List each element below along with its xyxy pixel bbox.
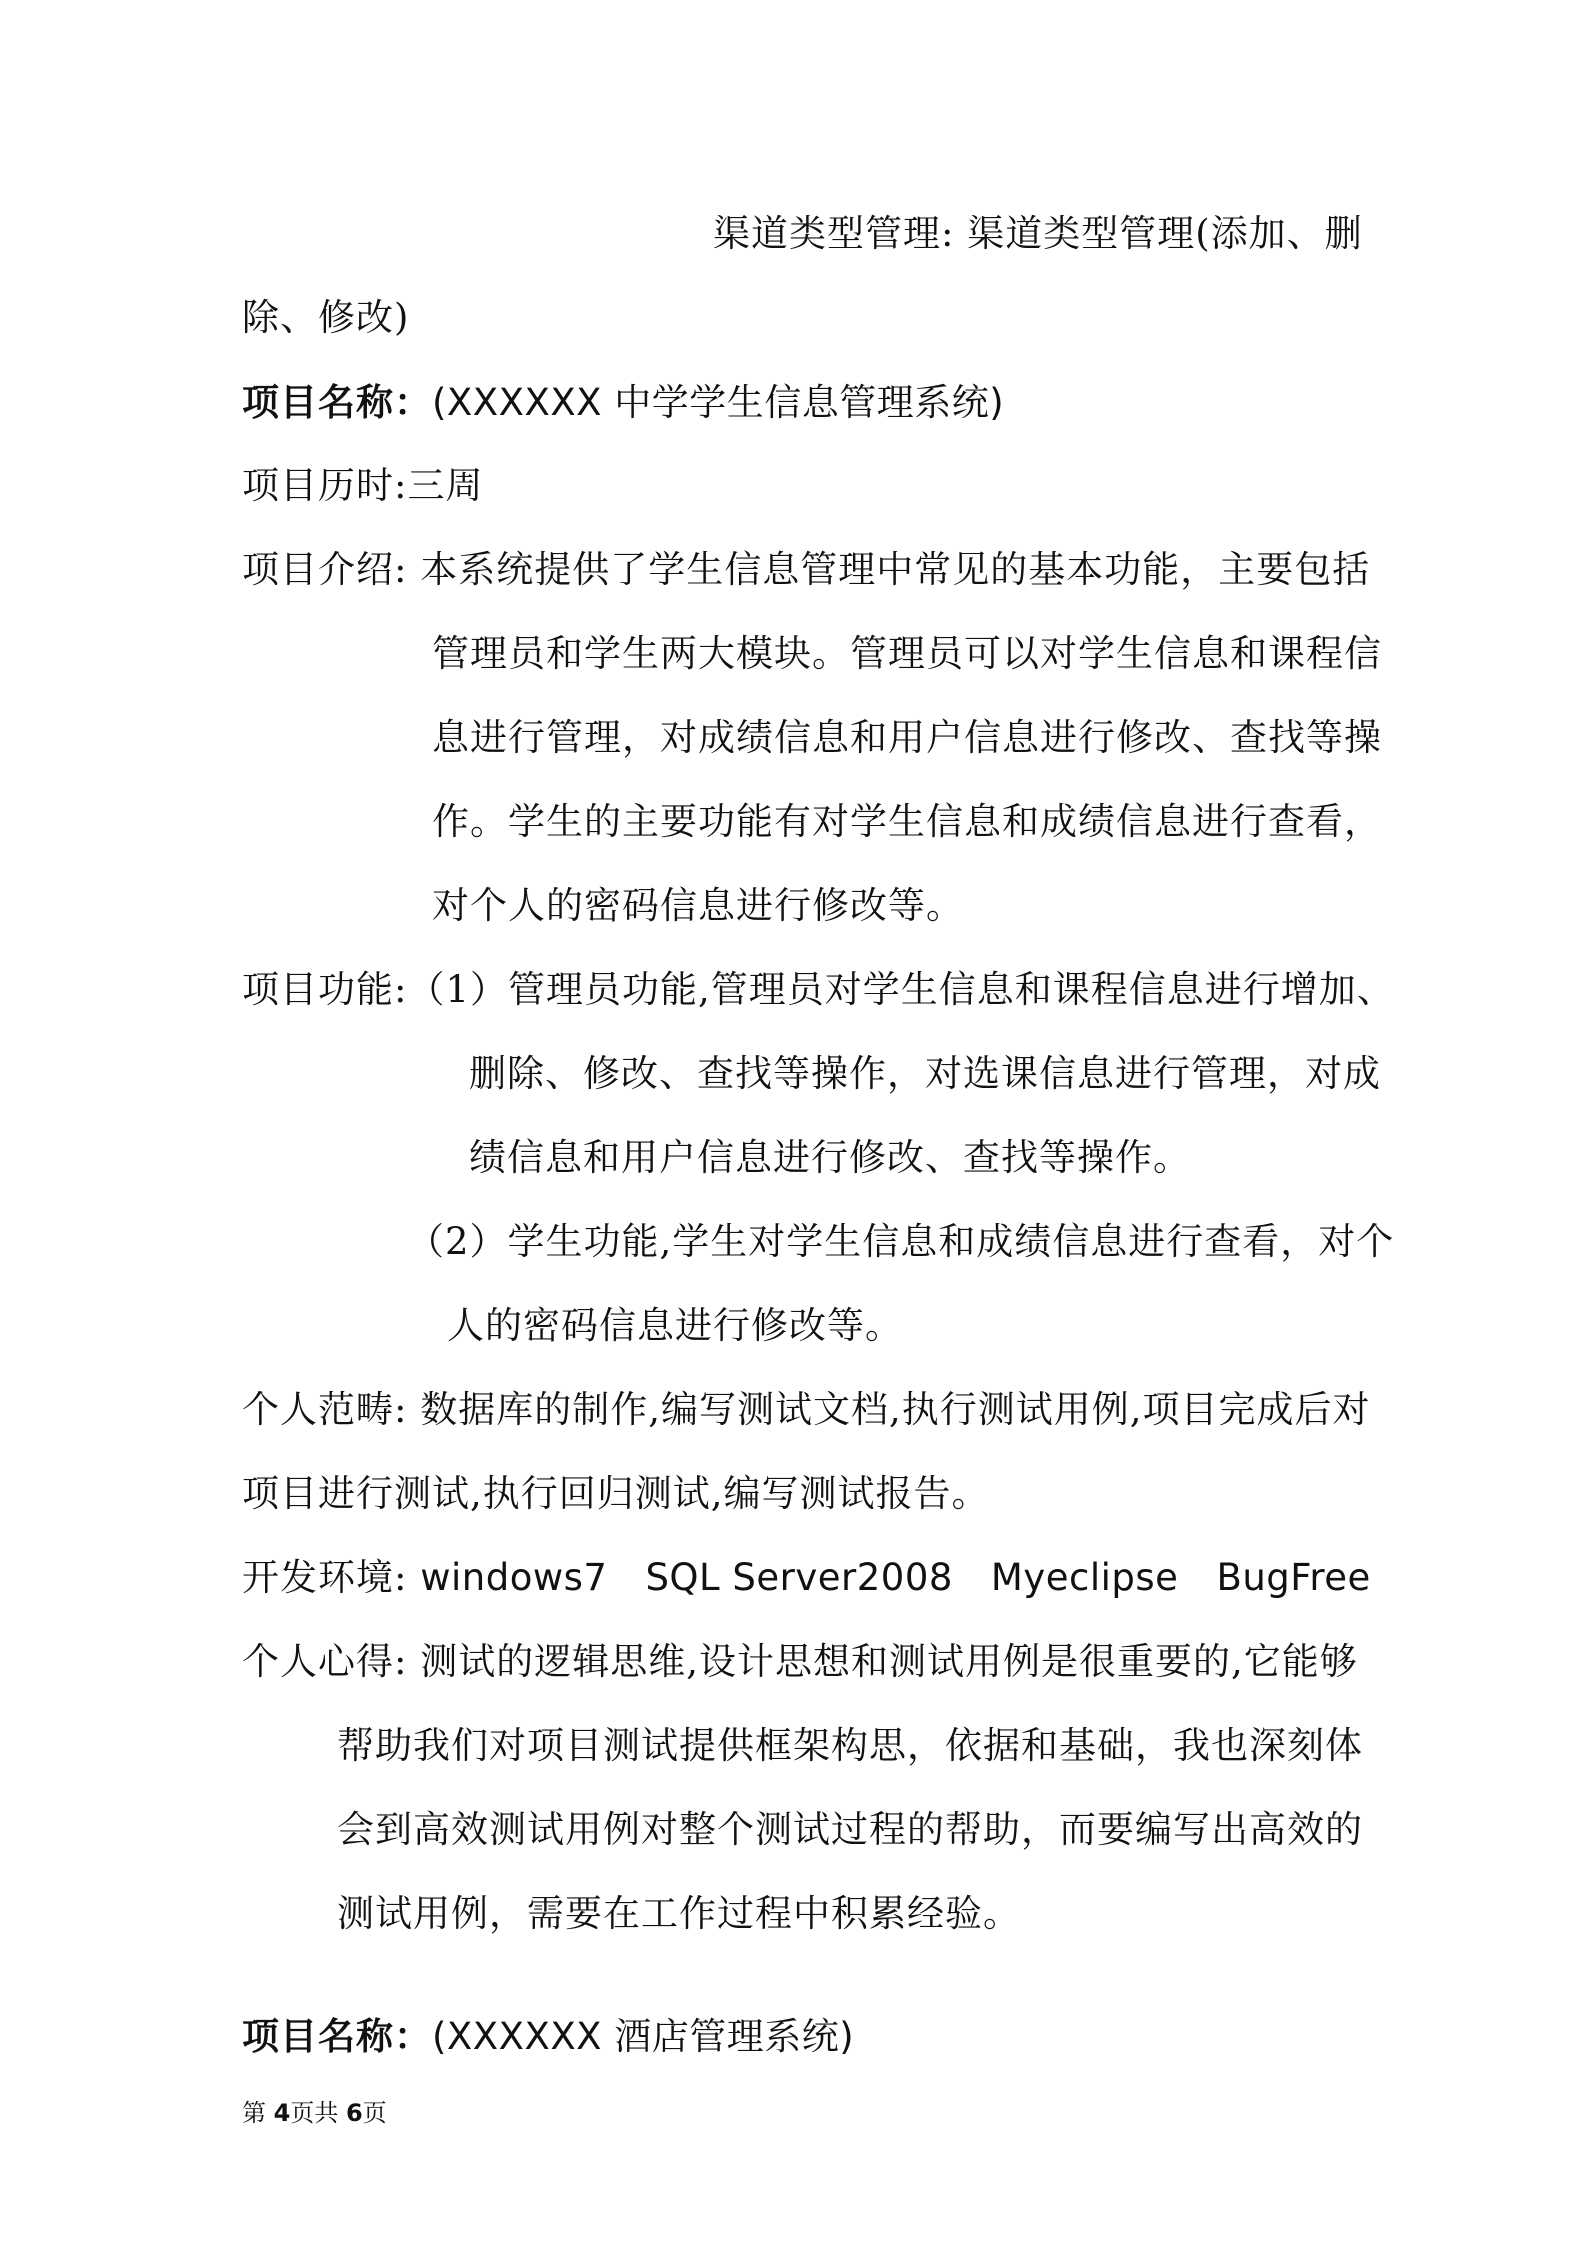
project1-intro-line-5: 对个人的密码信息进行修改等。 (432, 884, 964, 927)
project1-name-label: 项目名称： (242, 380, 432, 424)
project1-dev-env (242, 1553, 1371, 1603)
footer-prefix: 第 (242, 2099, 274, 2127)
project1-function-1-line-1 (242, 965, 1395, 1015)
project1-duration: 项目历时:三周 (242, 464, 484, 507)
page-footer (242, 2098, 387, 2128)
footer-current-page: 4 (273, 2099, 291, 2127)
project2-name-value: (XXXXXX 酒店管理系统) (432, 2015, 855, 2058)
channel-mgmt-line-1: 渠道类型管理: 渠道类型管理(添加、删 (713, 212, 1363, 255)
project1-experience-line-3: 会到高效测试用例对整个测试过程的帮助，而要编写出高效的 (337, 1808, 1363, 1851)
project1-function-2-line-1 (407, 1217, 1394, 1267)
project1-function-2-number: （2） (407, 1220, 508, 1263)
project1-function-1-line-2: 删除、修改、查找等操作，对选课信息进行管理，对成 (469, 1052, 1381, 1095)
project1-env-label: 开发环境: (242, 1556, 421, 1599)
project1-intro-line-3: 息进行管理，对成绩信息和用户信息进行修改、查找等操 (432, 716, 1382, 759)
project1-function-1-text-1: 管理员功能,管理员对学生信息和课程信息进行增加、 (508, 968, 1395, 1011)
project1-name (242, 377, 1004, 428)
footer-middle: 页共 (290, 2099, 346, 2127)
project1-function-label: 项目功能: (242, 968, 408, 1011)
project1-env-item-os: windows7 (420, 1556, 608, 1599)
project1-intro-line-4: 作。学生的主要功能有对学生信息和成绩信息进行查看， (432, 800, 1382, 843)
project1-function-2-line-2: 人的密码信息进行修改等。 (447, 1304, 903, 1347)
project1-experience-line-4: 测试用例，需要在工作过程中积累经验。 (337, 1892, 1021, 1935)
channel-mgmt-line-2: 除、修改) (242, 296, 410, 339)
project1-env-item-bugtracker: BugFree (1216, 1556, 1371, 1599)
project1-scope-line-2: 项目进行测试,执行回归测试,编写测试报告。 (242, 1472, 990, 1515)
project1-intro-line-2: 管理员和学生两大模块。管理员可以对学生信息和课程信 (432, 632, 1382, 675)
project1-scope-line-1: 个人范畴: 数据库的制作,编写测试文档,执行测试用例,项目完成后对 (242, 1388, 1371, 1431)
project1-experience-text-1: 测试的逻辑思维,设计思想和测试用例是很重要的,它能够 (420, 1640, 1358, 1683)
project1-intro-text-1: 本系统提供了学生信息管理中常见的基本功能，主要包括 (420, 548, 1371, 591)
project1-function-1-line-3: 绩信息和用户信息进行修改、查找等操作。 (469, 1136, 1191, 1179)
project1-intro-line-1 (242, 545, 1370, 595)
project1-function-1-number: （1） (407, 968, 509, 1011)
footer-total-pages: 6 (345, 2099, 363, 2127)
project1-env-item-db: SQL Server2008 (645, 1556, 953, 1599)
project1-env-item-ide: Myeclipse (990, 1556, 1179, 1599)
project2-name-label: 项目名称： (242, 2014, 432, 2058)
footer-suffix: 页 (362, 2099, 387, 2127)
project1-experience-label: 个人心得: (242, 1640, 421, 1683)
project2-name (242, 2011, 854, 2062)
project1-experience-line-1 (242, 1637, 1358, 1687)
project1-experience-line-2: 帮助我们对项目测试提供框架构思，依据和基础，我也深刻体 (337, 1724, 1363, 1767)
project1-intro-label: 项目介绍: (242, 548, 421, 591)
project1-function-2-text-1: 学生功能,学生对学生信息和成绩信息进行查看，对个 (507, 1220, 1395, 1263)
project1-name-value: (XXXXXX 中学学生信息管理系统) (432, 381, 1005, 424)
